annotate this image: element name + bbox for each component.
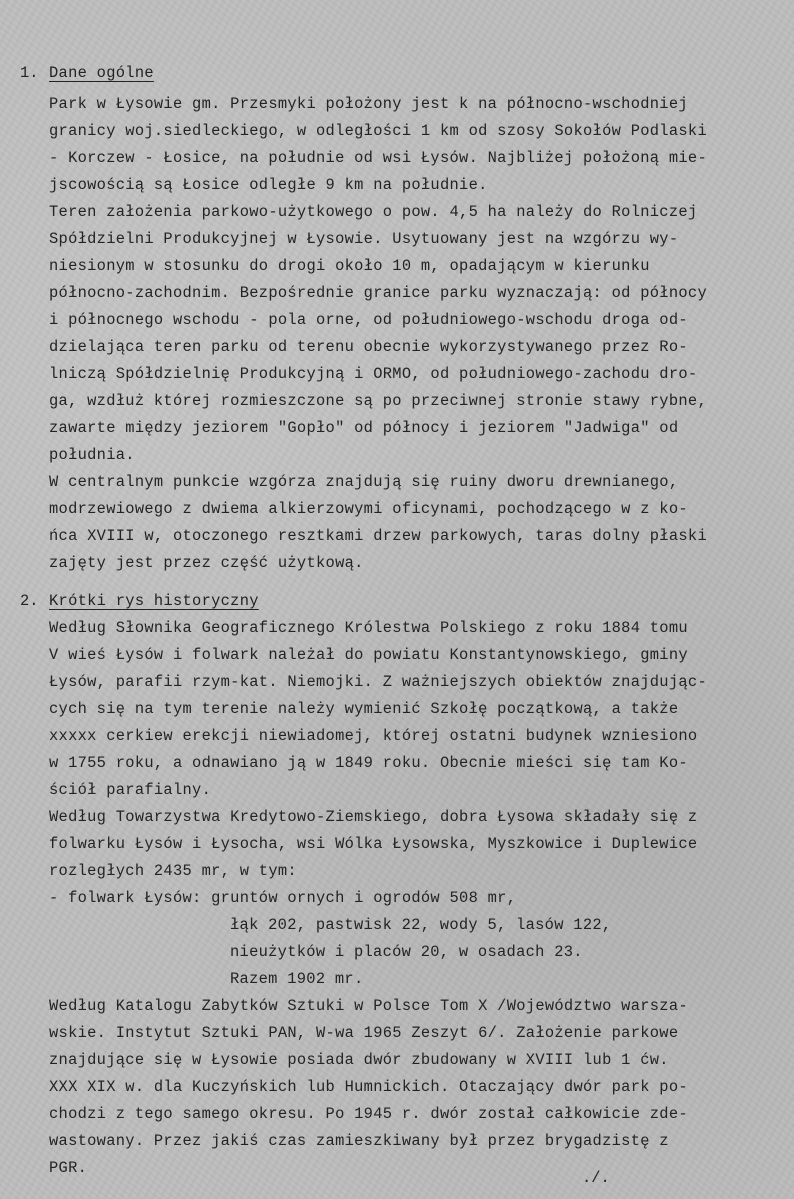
section-1-line: i północnego wschodu - pola orne, od południowego-wschodu droga od- — [49, 311, 688, 329]
section-2-line: V wieś Łysów i folwark należał do powiatu Konstantynowskiego, gminy — [49, 646, 688, 664]
section-1-line: Spółdzielni Produkcyjnej w Łysowie. Usytuowany jest na wzgórzu wy- — [49, 230, 679, 248]
section-2-line: Według Towarzystwa Kredytowo-Ziemskiego, dobra Łysowa składały się z — [49, 808, 698, 826]
section-1-line: południa. — [49, 446, 135, 464]
section-1-line: granicy woj.siedleckiego, w odległości 1 km od szosy Sokołów Podlaski — [49, 122, 707, 140]
continuation-mark: ./. — [582, 1169, 610, 1187]
section-2-line: cych się na tym terenie należy wymienić Szkołę początkową, a także — [49, 700, 679, 718]
section-1-line: - Korczew - Łosice, na południe od wsi Łysów. Najbliżej położoną mie- — [49, 149, 707, 167]
section-2-line: rozległych 2435 mr, w tym: — [49, 862, 297, 880]
section-2-line: Razem 1902 mr. — [230, 970, 364, 988]
section-2-heading: Krótki rys historyczny — [49, 592, 259, 610]
section-2-line: ściół parafialny. — [49, 781, 212, 799]
section-1-line: Park w Łysowie gm. Przesmyki położony jest k na północno-wschodniej — [49, 95, 688, 113]
section-2-line: Według Katalogu Zabytków Sztuki w Polsce Tom X /Województwo warsza- — [49, 997, 688, 1015]
section-1-line: modrzewiowego z dwiema alkierzowymi oficynami, pochodzącego w z ko- — [49, 500, 688, 518]
section-2-number: 2. — [20, 592, 39, 610]
section-2-line: wskie. Instytut Sztuki PAN, W-wa 1965 Zeszyt 6/. Założenie parkowe — [49, 1024, 679, 1042]
section-1-line: jscowością są Łosice odległe 9 km na południe. — [49, 176, 488, 194]
section-1-line: dzielająca teren parku od terenu obecnie wykorzystywanego przez Ro- — [49, 338, 688, 356]
section-2-line: wastowany. Przez jakiś czas zamieszkiwany był przez brygadzistę z — [49, 1132, 669, 1150]
section-1-line: ga, wzdłuż której rozmieszczone są po przeciwnej stronie stawy rybne, — [49, 392, 707, 410]
section-2-line: Łysów, parafii rzym-kat. Niemojki. Z ważniejszych obiektów znajdując- — [49, 673, 707, 691]
section-2-line: - folwark Łysów: gruntów ornych i ogrodów 508 mr, — [49, 889, 517, 907]
section-2-line: XXX XIX w. dla Kuczyńskich lub Humnickich. Otaczający dwór park po- — [49, 1078, 688, 1096]
section-1-number: 1. — [20, 64, 39, 82]
section-1-line: północno-zachodnim. Bezpośrednie granice parku wyznaczają: od północy — [49, 284, 707, 302]
section-1-line: niesionym w stosunku do drogi około 10 m, opadającym w kierunku — [49, 257, 650, 275]
section-2-line: Według Słownika Geograficznego Królestwa Polskiego z roku 1884 tomu — [49, 619, 688, 637]
section-1-line: Teren założenia parkowo-użytkowego o pow. 4,5 ha należy do Rolniczej — [49, 203, 698, 221]
section-1-line: W centralnym punkcie wzgórza znajdują się ruiny dworu drewnianego, — [49, 473, 679, 491]
section-1-line: zawarte między jeziorem "Gopło" od północy i jeziorem "Jadwiga" od — [49, 419, 679, 437]
section-2-line: nieużytków i placów 20, w osadach 23. — [230, 943, 583, 961]
section-1-line: zajęty jest przez część użytkową. — [49, 554, 364, 572]
section-2-line: folwarku Łysów i Łysocha, wsi Wólka Łysowska, Myszkowice i Duplewice — [49, 835, 698, 853]
section-2-line: PGR. — [49, 1159, 88, 1177]
section-2-line: chodzi z tego samego okresu. Po 1945 r. dwór został całkowicie zde- — [49, 1105, 688, 1123]
section-2-line: znajdujące się w Łysowie posiada dwór zbudowany w XVIII lub 1 ćw. — [49, 1051, 669, 1069]
section-2-line: łąk 202, pastwisk 22, wody 5, lasów 122, — [230, 916, 612, 934]
section-1-line: ńca XVIII w, otoczonego resztkami drzew parkowych, taras dolny płaski — [49, 527, 707, 545]
section-2-line: xxxxx cerkiew erekcji niewiadomej, której ostatni budynek wzniesiono — [49, 727, 698, 745]
section-2-line: w 1755 roku, a odnawiano ją w 1849 roku. Obecnie mieści się tam Ko- — [49, 754, 688, 772]
section-1-line: lniczą Spółdzielnię Produkcyjną i ORMO, od południowego-zachodu dro- — [49, 365, 698, 383]
section-1-heading: Dane ogólne — [49, 64, 154, 82]
